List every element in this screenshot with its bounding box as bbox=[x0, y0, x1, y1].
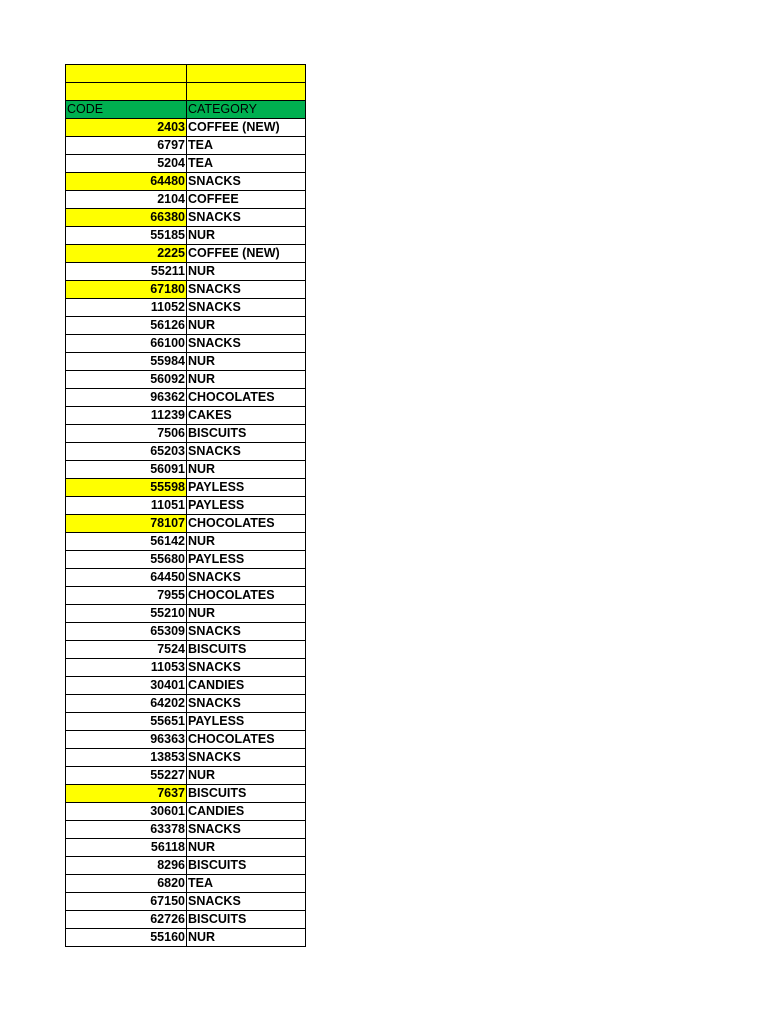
category-cell[interactable]: NUR bbox=[187, 263, 306, 281]
code-cell[interactable]: 55227 bbox=[66, 767, 187, 785]
code-cell[interactable]: 78107 bbox=[66, 515, 187, 533]
code-cell[interactable]: 55211 bbox=[66, 263, 187, 281]
table-row bbox=[66, 389, 306, 407]
table-row bbox=[66, 281, 306, 299]
table-row bbox=[66, 425, 306, 443]
table-row bbox=[66, 173, 306, 191]
code-cell[interactable]: 55651 bbox=[66, 713, 187, 731]
table-row bbox=[66, 659, 306, 677]
code-cell[interactable]: 8296 bbox=[66, 857, 187, 875]
code-cell[interactable]: 66380 bbox=[66, 209, 187, 227]
code-cell[interactable]: 11052 bbox=[66, 299, 187, 317]
category-cell[interactable]: CANDIES bbox=[187, 803, 306, 821]
table-row bbox=[66, 749, 306, 767]
code-cell[interactable]: 96362 bbox=[66, 389, 187, 407]
category-cell[interactable]: NUR bbox=[187, 461, 306, 479]
category-cell[interactable]: SNACKS bbox=[187, 659, 306, 677]
code-cell[interactable]: 56118 bbox=[66, 839, 187, 857]
code-cell[interactable]: 65203 bbox=[66, 443, 187, 461]
table-row bbox=[66, 875, 306, 893]
table-row bbox=[66, 317, 306, 335]
table-row bbox=[66, 569, 306, 587]
category-cell[interactable]: SNACKS bbox=[187, 173, 306, 191]
table-row bbox=[66, 515, 306, 533]
category-cell[interactable]: CANDIES bbox=[187, 677, 306, 695]
table-row bbox=[66, 461, 306, 479]
category-cell[interactable]: BISCUITS bbox=[187, 857, 306, 875]
table-row bbox=[66, 641, 306, 659]
table-row bbox=[66, 353, 306, 371]
table-row bbox=[66, 191, 306, 209]
category-cell[interactable]: NUR bbox=[187, 317, 306, 335]
code-column-header[interactable]: CODE bbox=[66, 101, 187, 119]
code-cell[interactable]: 56126 bbox=[66, 317, 187, 335]
code-cell[interactable]: 2403 bbox=[66, 119, 187, 137]
table-row bbox=[66, 263, 306, 281]
table-body bbox=[66, 65, 306, 947]
table-row bbox=[66, 713, 306, 731]
code-cell[interactable]: 55210 bbox=[66, 605, 187, 623]
category-cell[interactable]: SNACKS bbox=[187, 695, 306, 713]
category-cell[interactable]: BISCUITS bbox=[187, 785, 306, 803]
category-cell[interactable]: COFFEE bbox=[187, 191, 306, 209]
category-cell[interactable]: PAYLESS bbox=[187, 713, 306, 731]
code-cell[interactable]: 5204 bbox=[66, 155, 187, 173]
category-cell[interactable]: COFFEE (NEW) bbox=[187, 245, 306, 263]
table-row bbox=[66, 551, 306, 569]
category-cell[interactable]: BISCUITS bbox=[187, 425, 306, 443]
category-cell[interactable]: NUR bbox=[187, 371, 306, 389]
code-cell[interactable]: 55680 bbox=[66, 551, 187, 569]
blank-row bbox=[66, 65, 306, 83]
code-cell[interactable]: 6820 bbox=[66, 875, 187, 893]
category-cell[interactable]: NUR bbox=[187, 533, 306, 551]
code-cell[interactable]: 7506 bbox=[66, 425, 187, 443]
category-cell[interactable]: TEA bbox=[187, 875, 306, 893]
code-cell[interactable]: 30401 bbox=[66, 677, 187, 695]
category-cell[interactable]: NUR bbox=[187, 839, 306, 857]
table-row bbox=[66, 623, 306, 641]
table-row bbox=[66, 245, 306, 263]
code-cell[interactable]: 11053 bbox=[66, 659, 187, 677]
category-cell[interactable]: SNACKS bbox=[187, 749, 306, 767]
code-cell[interactable]: 67180 bbox=[66, 281, 187, 299]
code-cell[interactable] bbox=[66, 65, 187, 83]
table-row bbox=[66, 785, 306, 803]
category-cell[interactable]: TEA bbox=[187, 137, 306, 155]
code-cell[interactable]: 63378 bbox=[66, 821, 187, 839]
code-cell[interactable]: 55598 bbox=[66, 479, 187, 497]
code-cell[interactable]: 2104 bbox=[66, 191, 187, 209]
code-cell[interactable]: 67150 bbox=[66, 893, 187, 911]
code-cell[interactable]: 64202 bbox=[66, 695, 187, 713]
category-cell[interactable]: NUR bbox=[187, 353, 306, 371]
table-row bbox=[66, 371, 306, 389]
category-cell[interactable]: PAYLESS bbox=[187, 551, 306, 569]
category-cell[interactable]: NUR bbox=[187, 605, 306, 623]
code-cell[interactable]: 7637 bbox=[66, 785, 187, 803]
header-row bbox=[66, 101, 306, 119]
category-cell[interactable]: SNACKS bbox=[187, 335, 306, 353]
code-cell[interactable]: 2225 bbox=[66, 245, 187, 263]
category-cell[interactable]: SNACKS bbox=[187, 821, 306, 839]
table-row bbox=[66, 497, 306, 515]
category-cell[interactable]: SNACKS bbox=[187, 623, 306, 641]
category-cell[interactable]: SNACKS bbox=[187, 443, 306, 461]
table-row bbox=[66, 893, 306, 911]
table-row bbox=[66, 929, 306, 947]
table-row bbox=[66, 155, 306, 173]
category-cell[interactable]: SNACKS bbox=[187, 209, 306, 227]
code-cell[interactable]: 7955 bbox=[66, 587, 187, 605]
category-cell[interactable]: CHOCOLATES bbox=[187, 731, 306, 749]
table-row bbox=[66, 479, 306, 497]
code-cell[interactable]: 56142 bbox=[66, 533, 187, 551]
category-cell[interactable]: BISCUITS bbox=[187, 911, 306, 929]
category-cell[interactable]: SNACKS bbox=[187, 569, 306, 587]
code-cell[interactable]: 96363 bbox=[66, 731, 187, 749]
table-row bbox=[66, 839, 306, 857]
blank-row bbox=[66, 83, 306, 101]
code-cell[interactable]: 62726 bbox=[66, 911, 187, 929]
code-cell[interactable]: 55185 bbox=[66, 227, 187, 245]
table-row bbox=[66, 731, 306, 749]
category-cell[interactable]: CHOCOLATES bbox=[187, 515, 306, 533]
table-row bbox=[66, 767, 306, 785]
category-cell[interactable]: SNACKS bbox=[187, 281, 306, 299]
category-cell[interactable] bbox=[187, 65, 306, 83]
code-cell[interactable]: 55984 bbox=[66, 353, 187, 371]
code-cell[interactable]: 11051 bbox=[66, 497, 187, 515]
table-row bbox=[66, 299, 306, 317]
table-row bbox=[66, 857, 306, 875]
code-cell[interactable]: 64450 bbox=[66, 569, 187, 587]
table-row bbox=[66, 227, 306, 245]
code-cell[interactable]: 11239 bbox=[66, 407, 187, 425]
code-cell[interactable]: 65309 bbox=[66, 623, 187, 641]
table-row bbox=[66, 695, 306, 713]
category-cell[interactable]: SNACKS bbox=[187, 893, 306, 911]
table-row bbox=[66, 407, 306, 425]
table-row bbox=[66, 821, 306, 839]
category-cell[interactable]: NUR bbox=[187, 929, 306, 947]
category-cell[interactable] bbox=[187, 83, 306, 101]
code-cell[interactable]: 56092 bbox=[66, 371, 187, 389]
table-row bbox=[66, 137, 306, 155]
category-cell[interactable]: SNACKS bbox=[187, 299, 306, 317]
category-cell[interactable]: CHOCOLATES bbox=[187, 389, 306, 407]
category-column-header[interactable]: CATEGORY bbox=[187, 101, 306, 119]
table-row bbox=[66, 335, 306, 353]
table-row bbox=[66, 911, 306, 929]
code-cell[interactable]: 13853 bbox=[66, 749, 187, 767]
table-row bbox=[66, 443, 306, 461]
table-row bbox=[66, 209, 306, 227]
table-row bbox=[66, 587, 306, 605]
code-cell[interactable]: 6797 bbox=[66, 137, 187, 155]
category-cell[interactable]: NUR bbox=[187, 227, 306, 245]
code-category-table bbox=[65, 64, 306, 947]
table-row bbox=[66, 533, 306, 551]
table-row bbox=[66, 605, 306, 623]
table-row bbox=[66, 803, 306, 821]
category-cell[interactable]: CAKES bbox=[187, 407, 306, 425]
code-cell[interactable]: 66100 bbox=[66, 335, 187, 353]
table-row bbox=[66, 677, 306, 695]
category-cell[interactable]: BISCUITS bbox=[187, 641, 306, 659]
category-cell[interactable]: COFFEE (NEW) bbox=[187, 119, 306, 137]
code-cell[interactable]: 30601 bbox=[66, 803, 187, 821]
category-cell[interactable]: NUR bbox=[187, 767, 306, 785]
category-cell[interactable]: PAYLESS bbox=[187, 479, 306, 497]
code-cell[interactable]: 7524 bbox=[66, 641, 187, 659]
category-cell[interactable]: PAYLESS bbox=[187, 497, 306, 515]
code-cell[interactable]: 56091 bbox=[66, 461, 187, 479]
table-row bbox=[66, 119, 306, 137]
code-cell[interactable]: 55160 bbox=[66, 929, 187, 947]
code-cell[interactable]: 64480 bbox=[66, 173, 187, 191]
category-cell[interactable]: CHOCOLATES bbox=[187, 587, 306, 605]
code-cell[interactable] bbox=[66, 83, 187, 101]
category-cell[interactable]: TEA bbox=[187, 155, 306, 173]
